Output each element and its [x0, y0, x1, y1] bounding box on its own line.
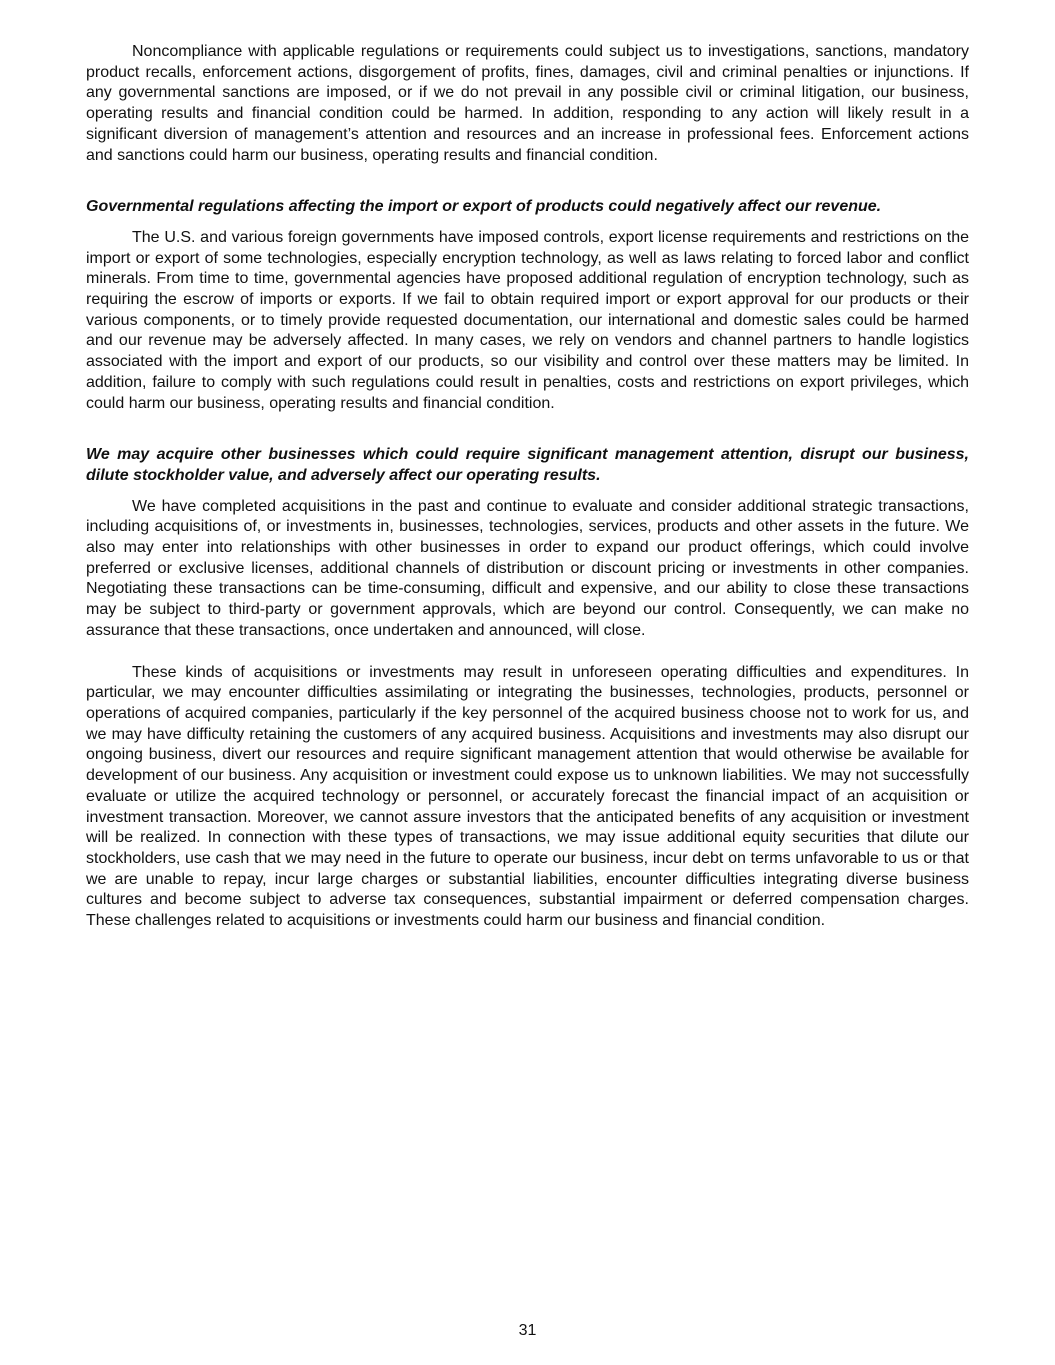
paragraph-noncompliance: Noncompliance with applicable regulations or requirements could subject us to investigations, sanctions, mandatory product recalls, enforcement actions, disgorgement of profits, fines, damages, civil and criminal penalties or injunctions. If any governmental sanctions are imposed, or if we do not prevail in any possible civil or criminal litigation, our business, operating results and financial condition could be harmed. In addition, responding to any action will likely result in a significant diversion of management’s attention and resources and an increase in professional fees. Enforcement actions and sanctions could harm our business, operating results and financial condition. [86, 43, 969, 164]
heading-import-export-regulations: Governmental regulations affecting the import or export of products could negatively affect our revenue. [86, 198, 882, 216]
heading-acquisitions: We may acquire other businesses which could require significant management attention, disrupt our business, dilute stockholder value, and adversely affect our operating results. [86, 446, 969, 484]
paragraph-acquisitions-difficulties: These kinds of acquisitions or investments may result in unforeseen operating difficulties and expenditures. In particular, we may encounter difficulties assimilating or integrating the businesses, technologies, products, personnel or operations of acquired companies, particularly if the key personnel of the acquired business choose not to work for us, and we may have difficulty retaining the customers of any acquired business. Acquisitions and investments may also disrupt our ongoing business, divert our resources and require significant management attention that would otherwise be available for development of our business. Any acquisition or investment could expose us to unknown liabilities. We may not successfully evaluate or utilize the acquired technology or personnel, or accurately forecast the financial impact of an acquisition or investment transaction. Moreover, we cannot assure investors that the anticipated benefits of any acquisition or investment will be realized. In connection with these types of transactions, we may issue additional equity securities that dilute our stockholders, use cash that we may need in the future to operate our business, incur debt on terms unfavorable to us or that we are unable to repay, incur large charges or substantial liabilities, encounter difficulties integrating diverse business cultures and become subject to adverse tax consequences, substantial impairment or deferred compensation charges. These challenges related to acquisitions or investments could harm our business and financial condition. [86, 663, 969, 930]
document-body [86, 42, 969, 932]
paragraph-import-export: The U.S. and various foreign governments have imposed controls, export license requirements and restrictions on the import or export of some technologies, especially encryption technology, as well as laws relating to forced labor and conflict minerals. From time to time, governmental agencies have proposed additional regulation of encryption technology, such as requiring the escrow of imports or exports. If we fail to obtain required import or export approval for our products or their various components, or to timely provide requested documentation, our international and domestic sales could be harmed and our revenue may be adversely affected. In many cases, we rely on vendors and channel partners to handle logistics associated with the import and export of our products, so our visibility and control over these matters may be limited. In addition, failure to comply with such regulations could result in penalties, costs and restrictions on export privileges, which could harm our business, operating results and financial condition. [86, 228, 969, 412]
paragraph-acquisitions-completed: We have completed acquisitions in the past and continue to evaluate and consider additional strategic transactions, including acquisitions of, or investments in, businesses, technologies, services, products and other assets in the future. We also may enter into relationships with other businesses in order to expand our product offerings, which could involve preferred or exclusive licenses, additional channels of distribution or discount pricing or investments in other companies. Negotiating these transactions can be time-consuming, difficult and expensive, and our ability to close these transactions may be subject to third-party or government approvals, which are beyond our control. Consequently, we can make no assurance that these transactions, once undertaken and announced, will close. [86, 497, 969, 639]
page-number: 31 [518, 1322, 537, 1339]
